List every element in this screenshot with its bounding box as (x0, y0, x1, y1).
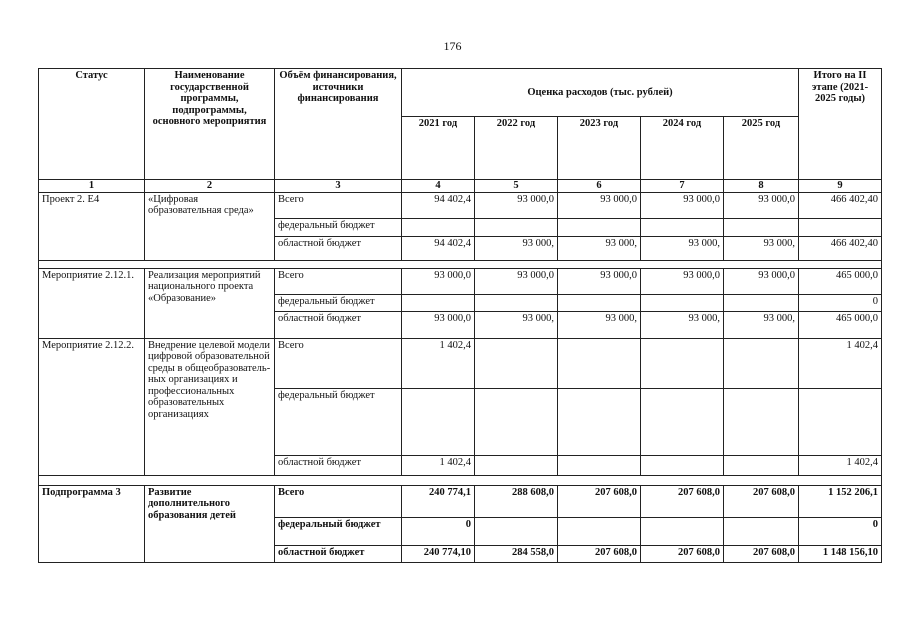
funding-source: Всего (275, 268, 402, 294)
amount-cell: 93 000, (724, 311, 799, 338)
program-name-cell: Внедрение целевой модели цифровой образовательной среды в общеобразователь-ных организациях и профессиональных образовательных организациях (145, 338, 275, 475)
row-spacer (39, 260, 882, 268)
column-number: 1 (39, 180, 145, 193)
header-total: Итого на II этапе (2021-2025 годы) (799, 69, 882, 180)
column-number: 7 (641, 180, 724, 193)
amount-cell (641, 338, 724, 388)
amount-cell (558, 517, 641, 545)
header-estimate: Оценка расходов (тыс. рублей) (402, 69, 799, 117)
header-year: 2022 год (475, 117, 558, 180)
header-year: 2024 год (641, 117, 724, 180)
amount-cell (558, 338, 641, 388)
total-cell: 465 000,0 (799, 311, 882, 338)
amount-cell: 207 608,0 (558, 545, 641, 562)
amount-cell: 93 000,0 (558, 268, 641, 294)
amount-cell: 93 000, (475, 311, 558, 338)
funding-source: федеральный бюджет (275, 218, 402, 236)
header-year: 2023 год (558, 117, 641, 180)
amount-cell (724, 455, 799, 475)
amount-cell: 207 608,0 (558, 485, 641, 517)
funding-source: федеральный бюджет (275, 517, 402, 545)
amount-cell: 93 000, (475, 236, 558, 260)
amount-cell: 1 402,4 (402, 338, 475, 388)
column-number: 6 (558, 180, 641, 193)
column-number: 9 (799, 180, 882, 193)
amount-cell (641, 455, 724, 475)
funding-source: областной бюджет (275, 311, 402, 338)
amount-cell (402, 294, 475, 311)
amount-cell: 207 608,0 (641, 545, 724, 562)
amount-cell: 93 000,0 (475, 192, 558, 218)
amount-cell: 93 000,0 (475, 268, 558, 294)
amount-cell: 93 000, (641, 236, 724, 260)
program-name-cell: Развитие дополнительного образования детей (145, 485, 275, 562)
total-cell: 1 152 206,1 (799, 485, 882, 517)
amount-cell (641, 294, 724, 311)
column-number: 3 (275, 180, 402, 193)
amount-cell (475, 338, 558, 388)
amount-cell (724, 338, 799, 388)
amount-cell: 93 000, (558, 311, 641, 338)
amount-cell (724, 388, 799, 455)
amount-cell: 93 000,0 (724, 268, 799, 294)
funding-source: Всего (275, 192, 402, 218)
amount-cell: 93 000,0 (402, 311, 475, 338)
amount-cell (641, 218, 724, 236)
amount-cell: 93 000,0 (641, 268, 724, 294)
total-cell: 1 402,4 (799, 455, 882, 475)
amount-cell (558, 455, 641, 475)
total-cell: 466 402,40 (799, 192, 882, 218)
amount-cell: 240 774,1 (402, 485, 475, 517)
funding-source: Всего (275, 338, 402, 388)
header-volume: Объём финансирования, источники финансирования (275, 69, 402, 180)
amount-cell (475, 218, 558, 236)
total-cell (799, 388, 882, 455)
funding-source: Всего (275, 485, 402, 517)
amount-cell (402, 388, 475, 455)
funding-source: областной бюджет (275, 236, 402, 260)
total-cell (799, 218, 882, 236)
status-cell: Подпрограмма 3 (39, 485, 145, 562)
header-name: Наименование государственной программы, подпрограммы, основного мероприятия (145, 69, 275, 180)
amount-cell (558, 388, 641, 455)
amount-cell: 93 000,0 (724, 192, 799, 218)
amount-cell: 207 608,0 (641, 485, 724, 517)
status-cell: Мероприятие 2.12.2. (39, 338, 145, 475)
program-name-cell: «Цифровая образовательная среда» (145, 192, 275, 260)
amount-cell: 207 608,0 (724, 485, 799, 517)
funding-source: федеральный бюджет (275, 388, 402, 455)
budget-table (38, 68, 882, 563)
amount-cell (558, 294, 641, 311)
amount-cell (724, 517, 799, 545)
row-spacer (39, 475, 882, 485)
total-cell: 1 148 156,10 (799, 545, 882, 562)
amount-cell: 207 608,0 (724, 545, 799, 562)
amount-cell: 93 000, (641, 311, 724, 338)
amount-cell: 93 000,0 (558, 192, 641, 218)
amount-cell (402, 218, 475, 236)
amount-cell: 94 402,4 (402, 236, 475, 260)
header-year: 2021 год (402, 117, 475, 180)
amount-cell: 93 000,0 (402, 268, 475, 294)
amount-cell: 93 000, (724, 236, 799, 260)
total-cell: 0 (799, 517, 882, 545)
amount-cell: 1 402,4 (402, 455, 475, 475)
amount-cell (724, 218, 799, 236)
column-number: 5 (475, 180, 558, 193)
amount-cell (475, 517, 558, 545)
amount-cell (475, 455, 558, 475)
amount-cell: 284 558,0 (475, 545, 558, 562)
amount-cell (558, 218, 641, 236)
program-name-cell: Реализация мероприятий национального проекта «Образование» (145, 268, 275, 338)
amount-cell (641, 388, 724, 455)
amount-cell (475, 294, 558, 311)
status-cell: Проект 2. Е4 (39, 192, 145, 260)
amount-cell: 94 402,4 (402, 192, 475, 218)
amount-cell (475, 388, 558, 455)
header-status: Статус (39, 69, 145, 180)
amount-cell: 240 774,10 (402, 545, 475, 562)
amount-cell: 0 (402, 517, 475, 545)
amount-cell: 93 000,0 (641, 192, 724, 218)
column-number: 2 (145, 180, 275, 193)
column-number: 4 (402, 180, 475, 193)
amount-cell (641, 517, 724, 545)
funding-source: федеральный бюджет (275, 294, 402, 311)
funding-source: областной бюджет (275, 455, 402, 475)
total-cell: 1 402,4 (799, 338, 882, 388)
header-year: 2025 год (724, 117, 799, 180)
amount-cell (724, 294, 799, 311)
amount-cell: 288 608,0 (475, 485, 558, 517)
column-number: 8 (724, 180, 799, 193)
total-cell: 0 (799, 294, 882, 311)
total-cell: 466 402,40 (799, 236, 882, 260)
total-cell: 465 000,0 (799, 268, 882, 294)
amount-cell: 93 000, (558, 236, 641, 260)
status-cell: Мероприятие 2.12.1. (39, 268, 145, 338)
page-number: 176 (443, 39, 462, 53)
funding-source: областной бюджет (275, 545, 402, 562)
